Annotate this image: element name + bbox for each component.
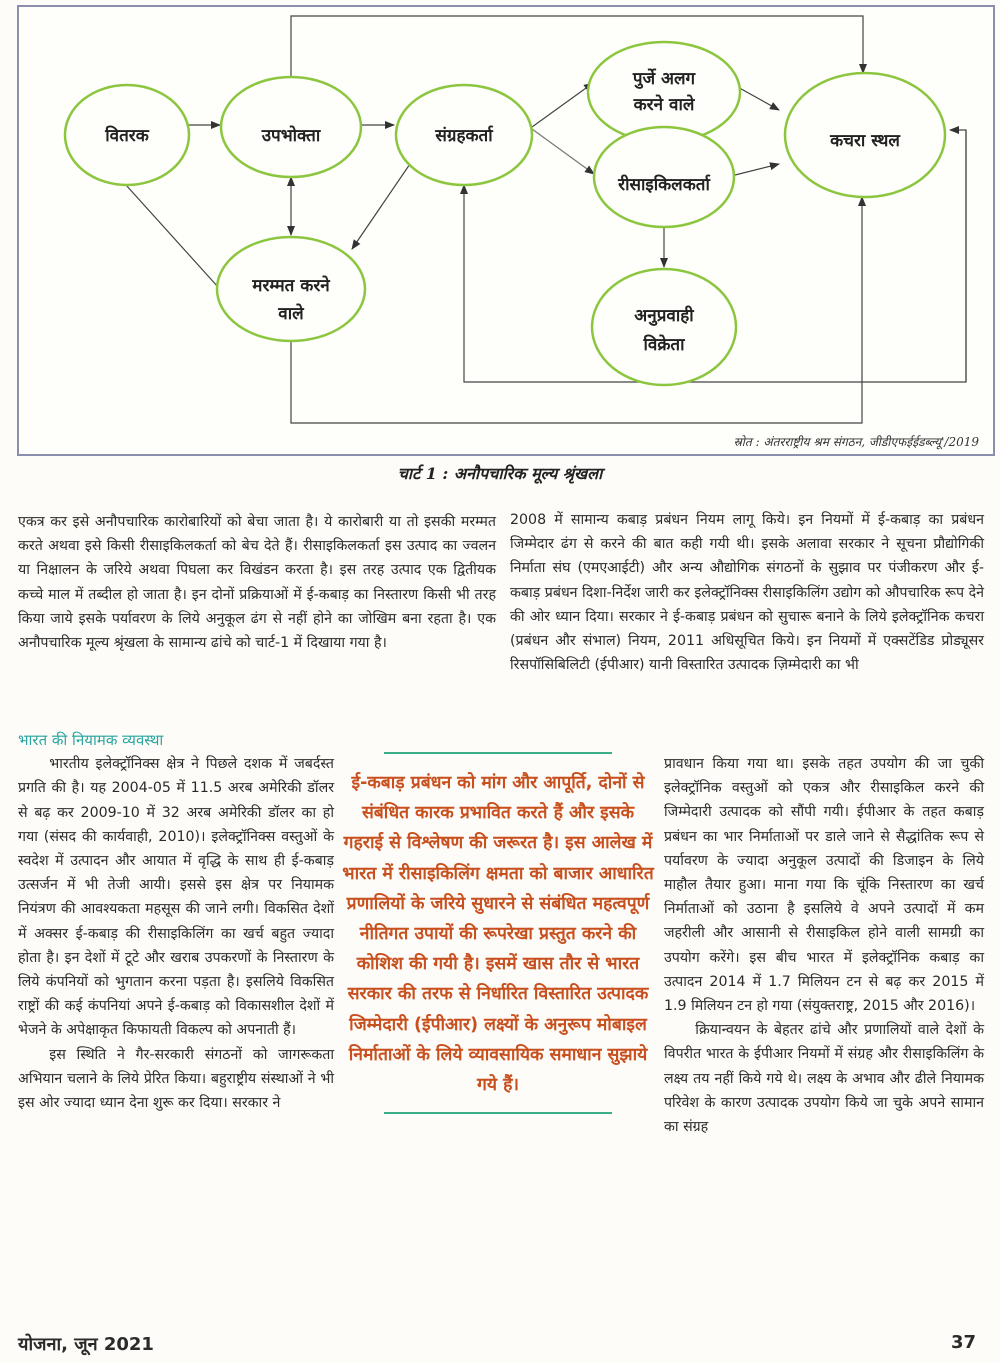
label-repairer-2: वाले bbox=[278, 304, 304, 324]
chart-caption: चार्ट 1 : अनौपचारिक मूल्य श्रृंखला bbox=[397, 464, 603, 483]
label-downstream-2: विक्रेता bbox=[643, 335, 685, 355]
edge-collector-recycler bbox=[532, 129, 594, 174]
column-right bbox=[664, 752, 984, 1139]
column-left bbox=[18, 510, 496, 655]
section-heading: भारत की नियामक व्यवस्था bbox=[18, 731, 164, 749]
diagram-source: स्रोत : अंतरराष्ट्रीय श्रम संगठन, जीडीएफईईडब्ल्यू'/2019 bbox=[733, 435, 979, 449]
label-landfill: कचरा स्थल bbox=[830, 131, 900, 151]
paragraph-2: इस स्थिति ने गैर-सरकारी संगठनों को जागरूकता अभियान चलाने के लिये प्रेरित किया। बहुराष्ट्रीय संस्थाओं ने भी इस ओर ज्यादा ध्यान देना शुरू कर दिया। सरकार ने bbox=[18, 1046, 334, 1112]
edge-repairer-distributor bbox=[117, 175, 218, 287]
label-downstream-1: अनुप्रवाही bbox=[634, 306, 694, 326]
paragraph-4: प्रावधान किया गया था। इसके तहत उपयोग की जा चुकी इलेक्ट्रॉनिक वस्तुओं को एकत्र और रीसाइकिल करने की जिम्मेदारी उत्पादक को सौंपी गयी। ईपीआर के तहत कबाड़ प्रबंधन का भार निर्माताओं पर डाले जाने से सैद्धांतिक रूप से पर्यावरण के ज्यादा अनुकूल उत्पादों की डिजाइन के लिये माहौल तैयार हुआ। माना गया कि चूंकि निस्तारण का खर्च निर्माताओं को उठाना है इसलिये वे अपने उत्पादों में कम जहरीली और आसानी से रीसाइकिल होने वाली सामग्री का उपयोग करेंगे। इस बीच भारत में इलेक्ट्रॉनिक कबाड़ का उत्पादन 2014 में 1.7 मिलियन टन से बढ़ कर 2015 में 1.9 मिलियन टन हो गया (संयुक्तराष्ट्र, 2015 और 2016)। bbox=[664, 756, 984, 1015]
label-dismantler-1: पुर्जे अलग bbox=[632, 69, 696, 89]
label-recycler: रीसाइकिलकर्ता bbox=[618, 175, 710, 195]
pull-quote bbox=[342, 752, 654, 1114]
value-chain-diagram bbox=[19, 7, 993, 454]
paragraph-1: भारतीय इलेक्ट्रॉनिक्स क्षेत्र ने पिछले दशक में जबर्दस्त प्रगति की है। यह 2004-05 में 11.5 अरब अमेरिकी डॉलर से बढ़ कर 2009-10 में 32 अरब अमेरिकी डॉलर का हो गया (संसद की कार्यवाही, 2010)। इलेक्ट्रॉनिक्स वस्तुओं के स्वदेश में उत्पादन और आयात में वृद्धि के साथ ही ई-कबाड़ उत्सर्जन में भी तेजी आयी। इससे इस क्षेत्र पर नियामक नियंत्रण की आवश्यकता महसूस की जाने लगी। विकसित देशों में अक्सर ई-कबाड़ की रीसाइकिलिंग का खर्च बहुत ज्यादा होता है। इन देशों में टूटे और खराब उपकरणों के निस्तारण के लिये कंपनियों को भुगतान करना पड़ता है। इसलिये विकसित राष्ट्रों की कई कंपनियां अपने ई-कबाड़ को विकासशील देशों में भेजने के अपेक्षाकृत किफायती विकल्प को अपनाती हैं। bbox=[18, 756, 334, 1039]
edge-loop-landfill bbox=[950, 130, 966, 382]
label-distributor: वितरक bbox=[105, 126, 149, 146]
label-repairer-1: मरम्मत करने bbox=[252, 276, 330, 296]
column-right-top bbox=[510, 508, 984, 677]
intro-paragraph: एकत्र कर इसे अनौपचारिक कारोबारियों को बेचा जाता है। ये कारोबारी या तो इसकी मरम्मत करते अथवा इसे किसी रीसाइकिलकर्ता को बेच देते हैं। रीसाइकिलकर्ता इस उत्पाद का ज्वलन या निक्षालन के जरिये अथवा पिघला कर विखंडन करता है। इस तरह उत्पाद एक द्वितीयक कच्चे माल में तब्दील हो जाता है। इन दोनों प्रक्रियाओं में ई-कबाड़ का निस्तारण किसी भी तरह किया जाये इसके पर्यावरण के लिये अनुकूल ढंग से नहीं होने का जोखिम बना रहता है। एक अनौपचारिक मूल्य श्रृंखला के सामान्य ढांचे को चार्ट-1 में दिखाया गया है। bbox=[18, 514, 496, 652]
pull-quote-text: ई-कबाड़ प्रबंधन को मांग और आपूर्ति, दोनों से संबंधित कारक प्रभावित करते हैं और इसके गहराई से विश्लेषण की जरूरत है। इस आलेख में भारत में रीसाइकिलिंग क्षमता को बाजार आधारित प्रणालियों के जरिये सुधारने से संबंधित महत्वपूर्ण नीतिगत उपायों की रूपरेखा प्रस्तुत करने की कोशिश की गयी है। इसमें खास तौर से भारत सरकार की तरफ से निर्धारित विस्तारित उत्पादक जिम्मेदारी (ईपीआर) लक्ष्यों के अनुरूप मोबाइल निर्माताओं के लिये व्यावसायिक समाधान सुझाये गये हैं। bbox=[342, 773, 654, 1096]
pull-quote-top-rule bbox=[384, 752, 612, 754]
page-number: 37 bbox=[950, 1332, 976, 1353]
label-collector: संग्रहकर्ता bbox=[435, 126, 493, 146]
column-left-lower bbox=[18, 728, 334, 1115]
pull-quote-bottom-rule bbox=[384, 1112, 612, 1114]
paragraph-5: क्रियान्वयन के बेहतर ढांचे और प्रणालियों वाले देशों के विपरीत भारत के ईपीआर नियमों में संग्रह और रीसाइकिलिंग के लक्ष्य तय नहीं किये गये थे। लक्ष्य के अभाव और ढीले नियामक परिवेश के कारण उत्पादक उपयोग किये जा चुके अपने सामान का संग्रह bbox=[664, 1022, 984, 1136]
edge-consumer-landfill bbox=[291, 16, 863, 77]
label-dismantler-2: करने वाले bbox=[633, 95, 695, 115]
paragraph-3: 2008 में सामान्य कबाड़ प्रबंधन नियम लागू किये। इन नियमों में ई-कबाड़ का प्रबंधन जिम्मेदार ढंग से करने की बात कही गयी थी। इसके अलावा सरकार ने सूचना प्रौद्योगिकी निर्माता संघ (एमएआईटी) और अन्य औद्योगिक संगठनों के सुझाव पर पंजीकरण और ई-कबाड़ प्रबंधन दिशा-निर्देश जारी कर इलेक्ट्रॉनिक्स रीसाइकिलिंग उद्योग को औपचारिक रूप देने की ओर ध्यान दिया। सरकार ने ई-कबाड़ प्रबंधन को सुचारू बनाने के लिये इलेक्ट्रॉनिक कचरा (प्रबंधन और संभाल) नियम, 2011 अधिसूचित किये। इन नियमों में एक्सटेंडिड प्रोड्यूसर रिसपॉसिबिलिटी (ईपीआर) यानी विस्तारित उत्पादक ज़िम्मेदारी का भी bbox=[510, 512, 984, 674]
label-consumer: उपभोक्ता bbox=[261, 126, 321, 146]
node-downstream bbox=[592, 269, 736, 385]
edge-repairer-landfill bbox=[291, 197, 862, 423]
edge-collector-repairer bbox=[352, 161, 412, 249]
magazine-footer: योजना, जून 2021 bbox=[18, 1334, 154, 1355]
flow-diagram bbox=[17, 5, 995, 456]
edge-collector-dismantler bbox=[532, 83, 593, 127]
edge-recycler-landfill bbox=[735, 164, 779, 175]
